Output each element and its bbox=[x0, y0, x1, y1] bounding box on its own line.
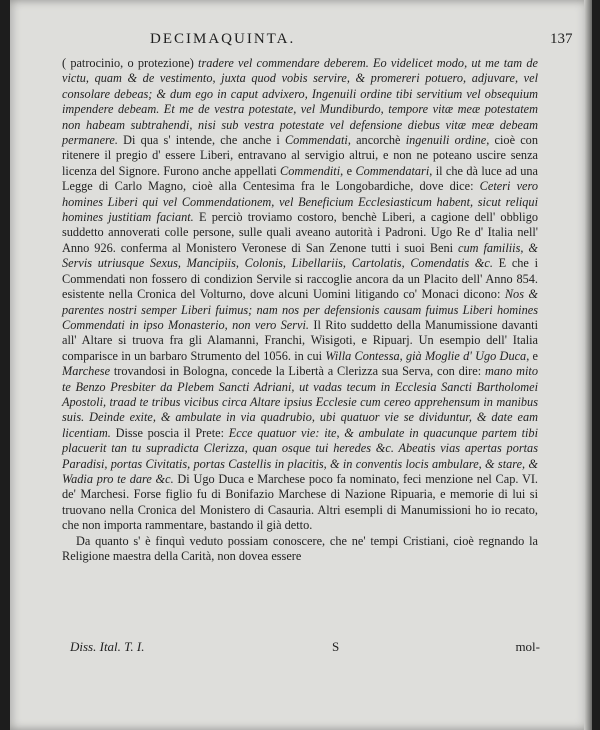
text-segment: trovandosi in Bologna, concede la Libertà a Clerizza sua Serva, con dire: bbox=[110, 364, 485, 379]
italic-segment: Ceteri vero homines Liberi qui vel Commendationem, vel Beneficium Ecclesiasticum habent, sicut reliqui homines justitiam faciant. bbox=[62, 179, 538, 225]
text-segment: Da quanto s' è finquì veduto possiam conoscere, che ne' tempi Cristiani, cioè regnando la Religione maestra della Carità, non dovea essere bbox=[62, 533, 538, 563]
text-segment: E perciò troviamo costoro, benchè Liberi, a cagione dell' obbligo suddetto annoverati colle persone, sulle quali aveano autorità i Padroni. Ugo Re d' Italia nell' Anno 926. conferma al Monistero Veronese di San Zenone tutti i suoi Beni bbox=[62, 210, 539, 255]
italic-segment: Ecce quatuor vie: ite, & ambulate in quacunque partem tibi placuerit tan tu supradicta Clerizza, quan osque tui heredes &c. Abeatis vias apertas portas Paradisi, portas Civitatis, portas Castellis in placitis, & in conventis locis ambulare, & stare, & Wadia pro te dare &c. bbox=[62, 425, 539, 486]
italic-segment: Commendati bbox=[284, 133, 348, 148]
text-segment: E che i Commendati non fossero di condizion Servile si raccoglie ancora da un Placito dell' Anno 854. esistente nella Cronica del Volturno, dove alcuni Uomini litigando co' Monaci dicono: bbox=[62, 256, 538, 302]
text-segment: , il che dà luce ad una Legge di Carlo Magno, cioè alla Centesima fra le Longobardiche, dove dice: bbox=[62, 163, 538, 194]
italic-segment: cum familiis, & Servis utriusque Sexus, Mancipiis, Colonis, Libellariis, Cartolatis, Comendatis &c. bbox=[62, 240, 538, 271]
page-footer bbox=[70, 639, 540, 659]
italic-segment: Marchese bbox=[62, 364, 111, 379]
text-segment: Di Ugo Duca e Marchese poco fa nominato, feci menzione nel Cap. VI. de' Marchesi. Forse figlio fu di Bonifazio Marchese di Nazione Ripuaria, e memorie di lui si truovano nella Cronica del Monistero di Casauria. Altri esempli di Manumissioni ho io recato, che non importa rammentare, bastando il già detto. bbox=[62, 471, 538, 533]
text-segment: , cioè con ritenere il pregio d' essere Liberi, entravano al servigio altrui, e non ne poteano uscire senza licenza del Signore. Furono anche appellati bbox=[62, 133, 538, 178]
italic-segment: mano mito te Benzo Presbiter da Plebem Sancti Adriani, ut vadas tecum in Ecclesia Sancti Bartholomei Apostoli, traad te tribus vicibus circa Altare ipsius Ecclesie cum cereo apprehensum in manibus suis. Deinde exite, & ambulate in via quadrubio, ubi quatuor vie se dividuntur, & date eam licentiam. bbox=[62, 364, 538, 440]
text-segment: ( patrocinio, o protezione) bbox=[62, 56, 199, 70]
volume-reference: Diss. Ital. T. I. bbox=[70, 639, 145, 654]
text-segment: , e bbox=[340, 163, 356, 178]
paragraph-1 bbox=[62, 56, 538, 534]
paragraph-2 bbox=[62, 534, 538, 565]
book-page bbox=[10, 0, 592, 730]
text-segment: , e bbox=[526, 348, 539, 363]
page-edge-shadow bbox=[584, 0, 592, 730]
text-segment: Il Rito suddetto della Manumissione davanti all' Altare si truova fra gli Alamanni, Franchi, Wisigoti, e Ripuarj. Un esempio dell' Italia comparisce in un barbaro Strumento del 1056. in cui bbox=[62, 317, 538, 363]
text-segment: Disse poscia il Prete: bbox=[110, 425, 229, 440]
italic-segment: Willa Contessa, già Moglie d' Ugo Duca bbox=[325, 348, 527, 363]
page-number: 137 bbox=[550, 31, 573, 47]
italic-segment: Nos & parentes nostri semper Liberi fuimus; nam nos per defensionis causam fuimus Liberi homines Commendati in ipso Monasterio, non vero Servi. bbox=[62, 287, 538, 332]
text-segment: , ancorchè bbox=[347, 133, 406, 148]
italic-segment: Commendatari bbox=[355, 163, 430, 178]
italic-segment: Commenditi bbox=[280, 163, 341, 178]
italic-segment: ingenuili ordine bbox=[405, 133, 487, 148]
body-text bbox=[62, 56, 538, 564]
italic-segment: tradere vel commendare deberem. Eo videlicet modo, ut me tam de victu, quam & de vestimento, juxta quod vobis servire, & promereri potuero, adjuvare, vel consolare debeas; & dum ego in caput advixero, Ingenuili ordine tibi servitium vel obsequium impendere debeam. Et me de vestra potestate, vel Mundiburdo, tempore vitæ meæ potestatem non habeam subtrahendi, nisi sub vestra potestate vel defensione diebus vitæ meæ debeam permanere. bbox=[62, 56, 538, 148]
signature-mark: S bbox=[332, 639, 340, 654]
running-head: DECIMAQUINTA. bbox=[150, 31, 296, 47]
catchword: mol- bbox=[515, 639, 540, 654]
text-segment: Di qua s' intende, che anche i bbox=[117, 133, 285, 148]
